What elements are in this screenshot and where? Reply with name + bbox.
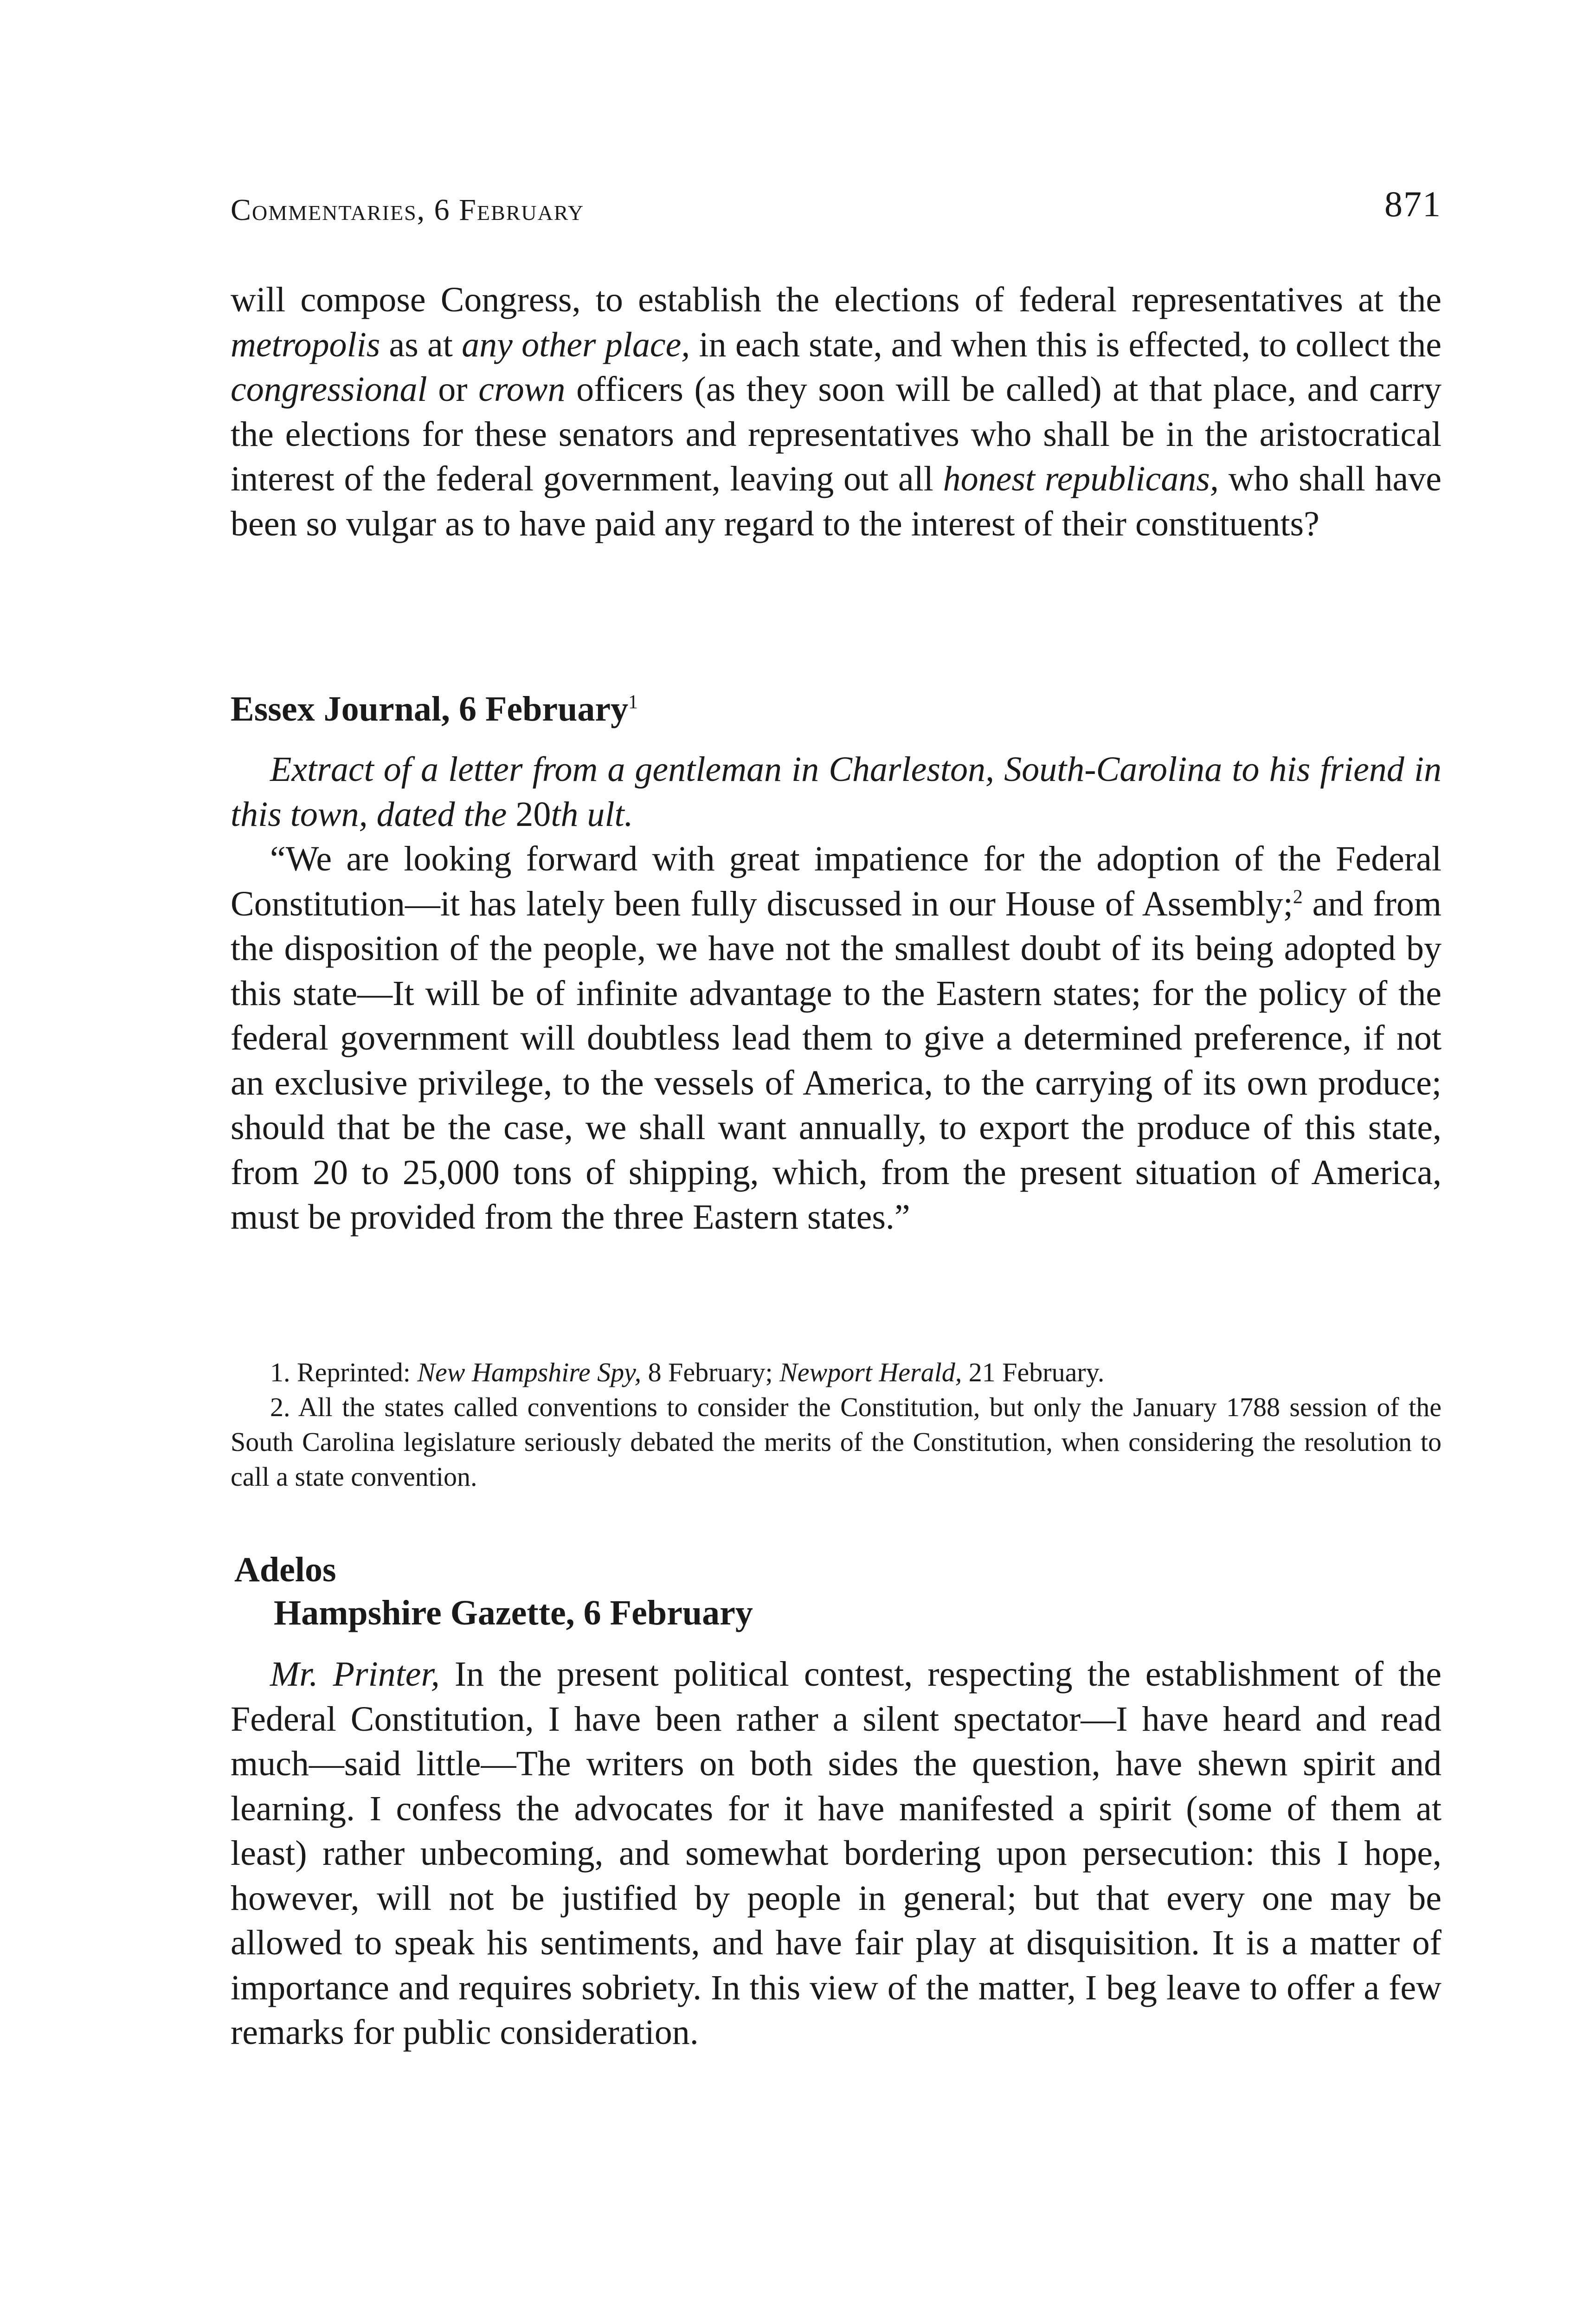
adelos-heading-source: Hampshire Gazette, 6 February — [274, 1593, 753, 1632]
essex-quote — [231, 837, 1442, 1240]
essex-quote-note-ref: 2 — [1293, 886, 1303, 908]
cont-text-6: who shall have been so vulgar as to have paid any regard to the interest of their constituents? — [231, 459, 1442, 543]
essex-journal-body — [231, 747, 1442, 1240]
page-header — [231, 183, 1442, 230]
cont-italic-metropolis: metropolis — [231, 325, 380, 364]
essex-heading-text: Essex Journal, 6 February — [231, 690, 629, 728]
footnote-1-text-a: 1. Reprinted: — [270, 1357, 418, 1387]
adelos-salutation: Mr. Printer, — [270, 1655, 440, 1694]
footnote-1 — [231, 1355, 1442, 1390]
footnote-1-italic-spy: New Hampshire Spy, — [417, 1357, 642, 1387]
essex-quote-text-a: “We are looking forward with great impatience for the adoption of the Federal Constitution—it has lately been fully discussed in our House of Assembly; — [231, 839, 1442, 923]
cont-text-5: officers (as they soon will be called) at that place, and carry the elections for these senators and representatives who shall be in the aristocratical interest of the federal government, leaving out all — [231, 370, 1442, 498]
cont-italic-crown: crown — [478, 370, 566, 409]
page-number: 871 — [1384, 184, 1442, 224]
footnote-1-text-b: 8 February; — [641, 1357, 780, 1387]
cont-italic-honest-republicans: honest republicans, — [943, 459, 1219, 498]
cont-text-3: in each state, and when this is effected, to collect the — [690, 325, 1442, 364]
essex-heading-note-ref: 1 — [628, 691, 638, 713]
adelos-text: In the present political contest, respecting the establishment of the Federal Constitution, I have been rather a silent spectator—I have heard and read much—said little—The writers on both sides the question, have shewn spirit and learning. I confess the advocates for it have manifested a spirit (some of them at least) rather unbecoming, and somewhat bordering upon persecution: this I hope, however, will not be justified by people in general; but that every one may be allowed to speak his sentiments, and have fair play at disquisition. It is a matter of importance and requires sobriety. In this view of the matter, I beg leave to offer a few remarks for public consideration. — [231, 1655, 1442, 2052]
cont-italic-any-other-place: any other place, — [462, 325, 690, 364]
continuation-paragraph — [231, 277, 1442, 546]
essex-quote-text-b: and from the disposition of the people, we have not the smallest doubt of its being adopted by this state—It will be of infinite advantage to the Eastern states; for the policy of the federal government will doubtless lead them to give a determined preference, if not an exclusive privilege, to the vessels of America, to the carrying of its own produce; should that be the case, we shall want annually, to export the produce of this state, from 20 to 25,000 tons of shipping, which, from the present situation of America, must be provided from the three Eastern states.” — [231, 884, 1442, 1237]
essex-intro-italic-end: th ult. — [551, 794, 633, 834]
essex-intro — [231, 747, 1442, 837]
cont-text-1: will compose Congress, to establish the elections of federal representatives at the — [231, 280, 1442, 319]
footnote-1-text-c: 21 February. — [962, 1357, 1105, 1387]
footnote-1-italic-herald: Newport Herald, — [779, 1357, 962, 1387]
footnotes — [231, 1355, 1442, 1494]
running-head: Commentaries, 6 February — [231, 193, 585, 227]
adelos-paragraph — [231, 1652, 1442, 2055]
cont-text-2: as at — [380, 325, 462, 364]
cont-italic-congressional: congressional — [231, 370, 427, 409]
essex-journal-heading — [231, 689, 638, 729]
cont-text-4: or — [427, 370, 479, 409]
essex-intro-date: 20 — [515, 794, 551, 834]
essex-intro-italic: Extract of a letter from a gentleman in Charleston, South-Carolina to his friend in this town, dated the — [231, 750, 1442, 834]
adelos-body — [231, 1652, 1442, 2055]
footnote-2: 2. All the states called conventions to consider the Constitution, but only the January 1788 session of the South Carolina legislature seriously debated the merits of the Constitution, when considering the resolution to call a state convention. — [231, 1392, 1442, 1492]
adelos-heading-author: Adelos — [234, 1550, 336, 1589]
